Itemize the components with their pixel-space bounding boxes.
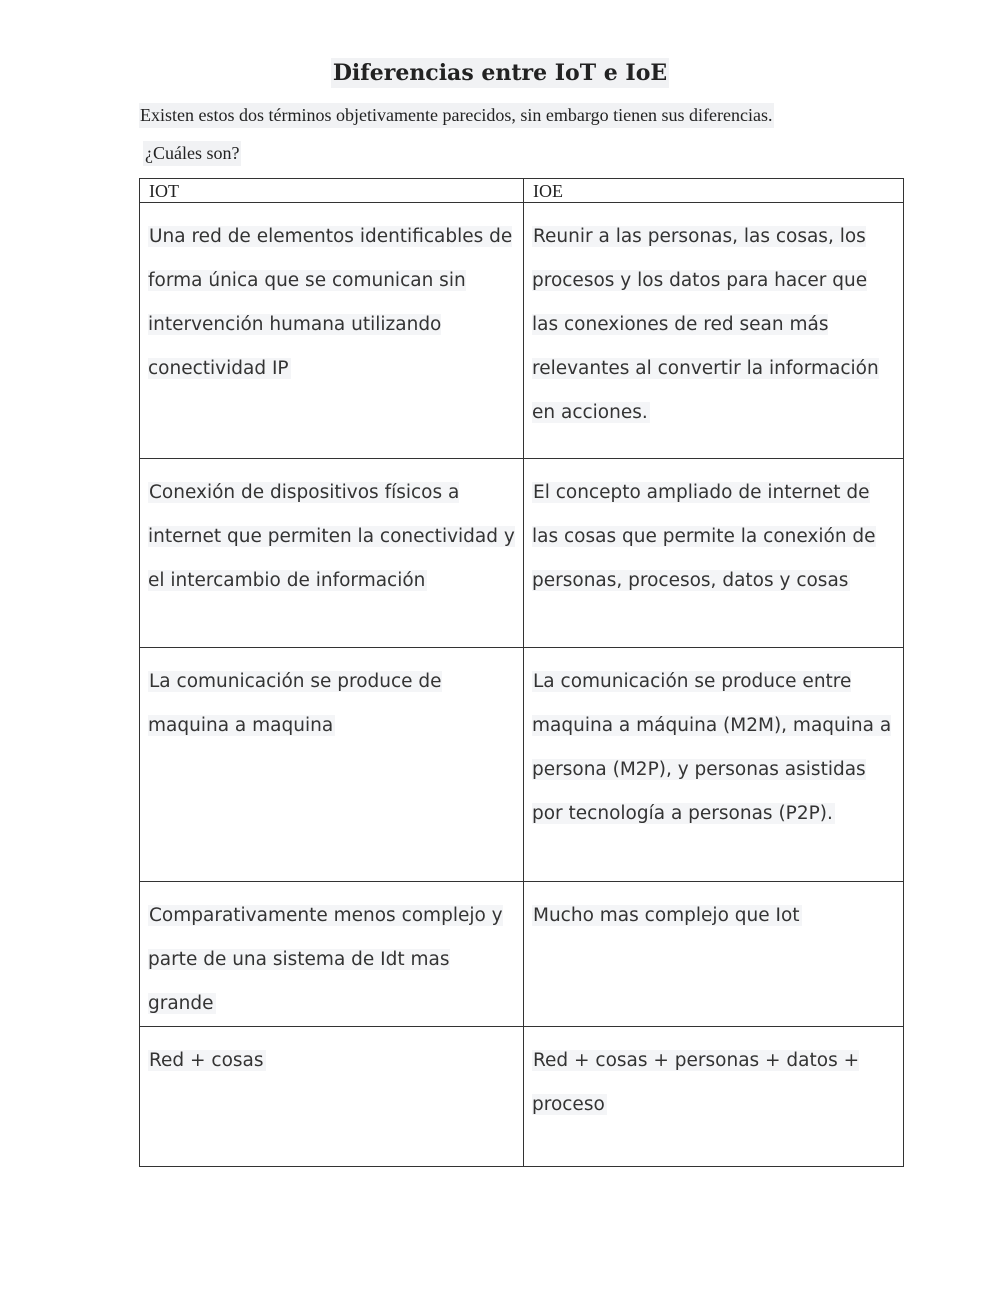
table-row xyxy=(140,1027,904,1167)
table-cell-ioe xyxy=(524,648,904,882)
document-title: Diferencias entre IoT e IoE xyxy=(332,60,668,86)
cell-text: El concepto ampliado de internet de las cosas que permite la conexión de personas, procesos, datos y cosas xyxy=(532,482,876,591)
question-paragraph: ¿Cuáles son? xyxy=(143,141,241,166)
table-cell-iot xyxy=(140,648,524,882)
cell-text: Red + cosas xyxy=(149,1050,264,1071)
table-cell-iot xyxy=(140,882,524,1027)
document-title-container xyxy=(0,58,1000,88)
table-row xyxy=(140,648,904,882)
table-cell-iot xyxy=(140,1027,524,1167)
table-cell-ioe xyxy=(524,459,904,648)
table-row xyxy=(140,459,904,648)
table-row xyxy=(140,203,904,459)
table-cell-iot xyxy=(140,203,524,459)
cell-text: Una red de elementos identificables de forma única que se comunican sin intervención humana utilizando conectividad IP xyxy=(148,226,513,379)
table-row xyxy=(140,882,904,1027)
cell-text: Reunir a las personas, las cosas, los procesos y los datos para hacer que las conexiones de red sean más relevantes al convertir la información en acciones. xyxy=(532,226,879,423)
comparison-table xyxy=(139,178,904,1167)
header-ioe: IOE xyxy=(524,179,904,203)
cell-text: La comunicación se produce entre maquina a máquina (M2M), maquina a persona (M2P), y personas asistidas por tecnología a personas (P2P). xyxy=(532,671,892,824)
cell-text: Conexión de dispositivos físicos a internet que permiten la conectividad y el intercambio de información xyxy=(148,482,515,591)
cell-text: Comparativamente menos complejo y parte de una sistema de Idt mas grande xyxy=(148,905,503,1014)
table-cell-iot xyxy=(140,459,524,648)
cell-text: Mucho mas complejo que Iot xyxy=(533,905,800,926)
header-iot: IOT xyxy=(140,179,524,203)
intro-paragraph: Existen estos dos términos objetivamente parecidos, sin embargo tienen sus diferencias. xyxy=(139,103,774,128)
cell-text: Red + cosas + personas + datos + proceso xyxy=(532,1050,860,1115)
table-cell-ioe xyxy=(524,1027,904,1167)
table-cell-ioe xyxy=(524,203,904,459)
cell-text: La comunicación se produce de maquina a maquina xyxy=(148,671,442,736)
table-header-row xyxy=(140,179,904,203)
table-cell-ioe xyxy=(524,882,904,1027)
